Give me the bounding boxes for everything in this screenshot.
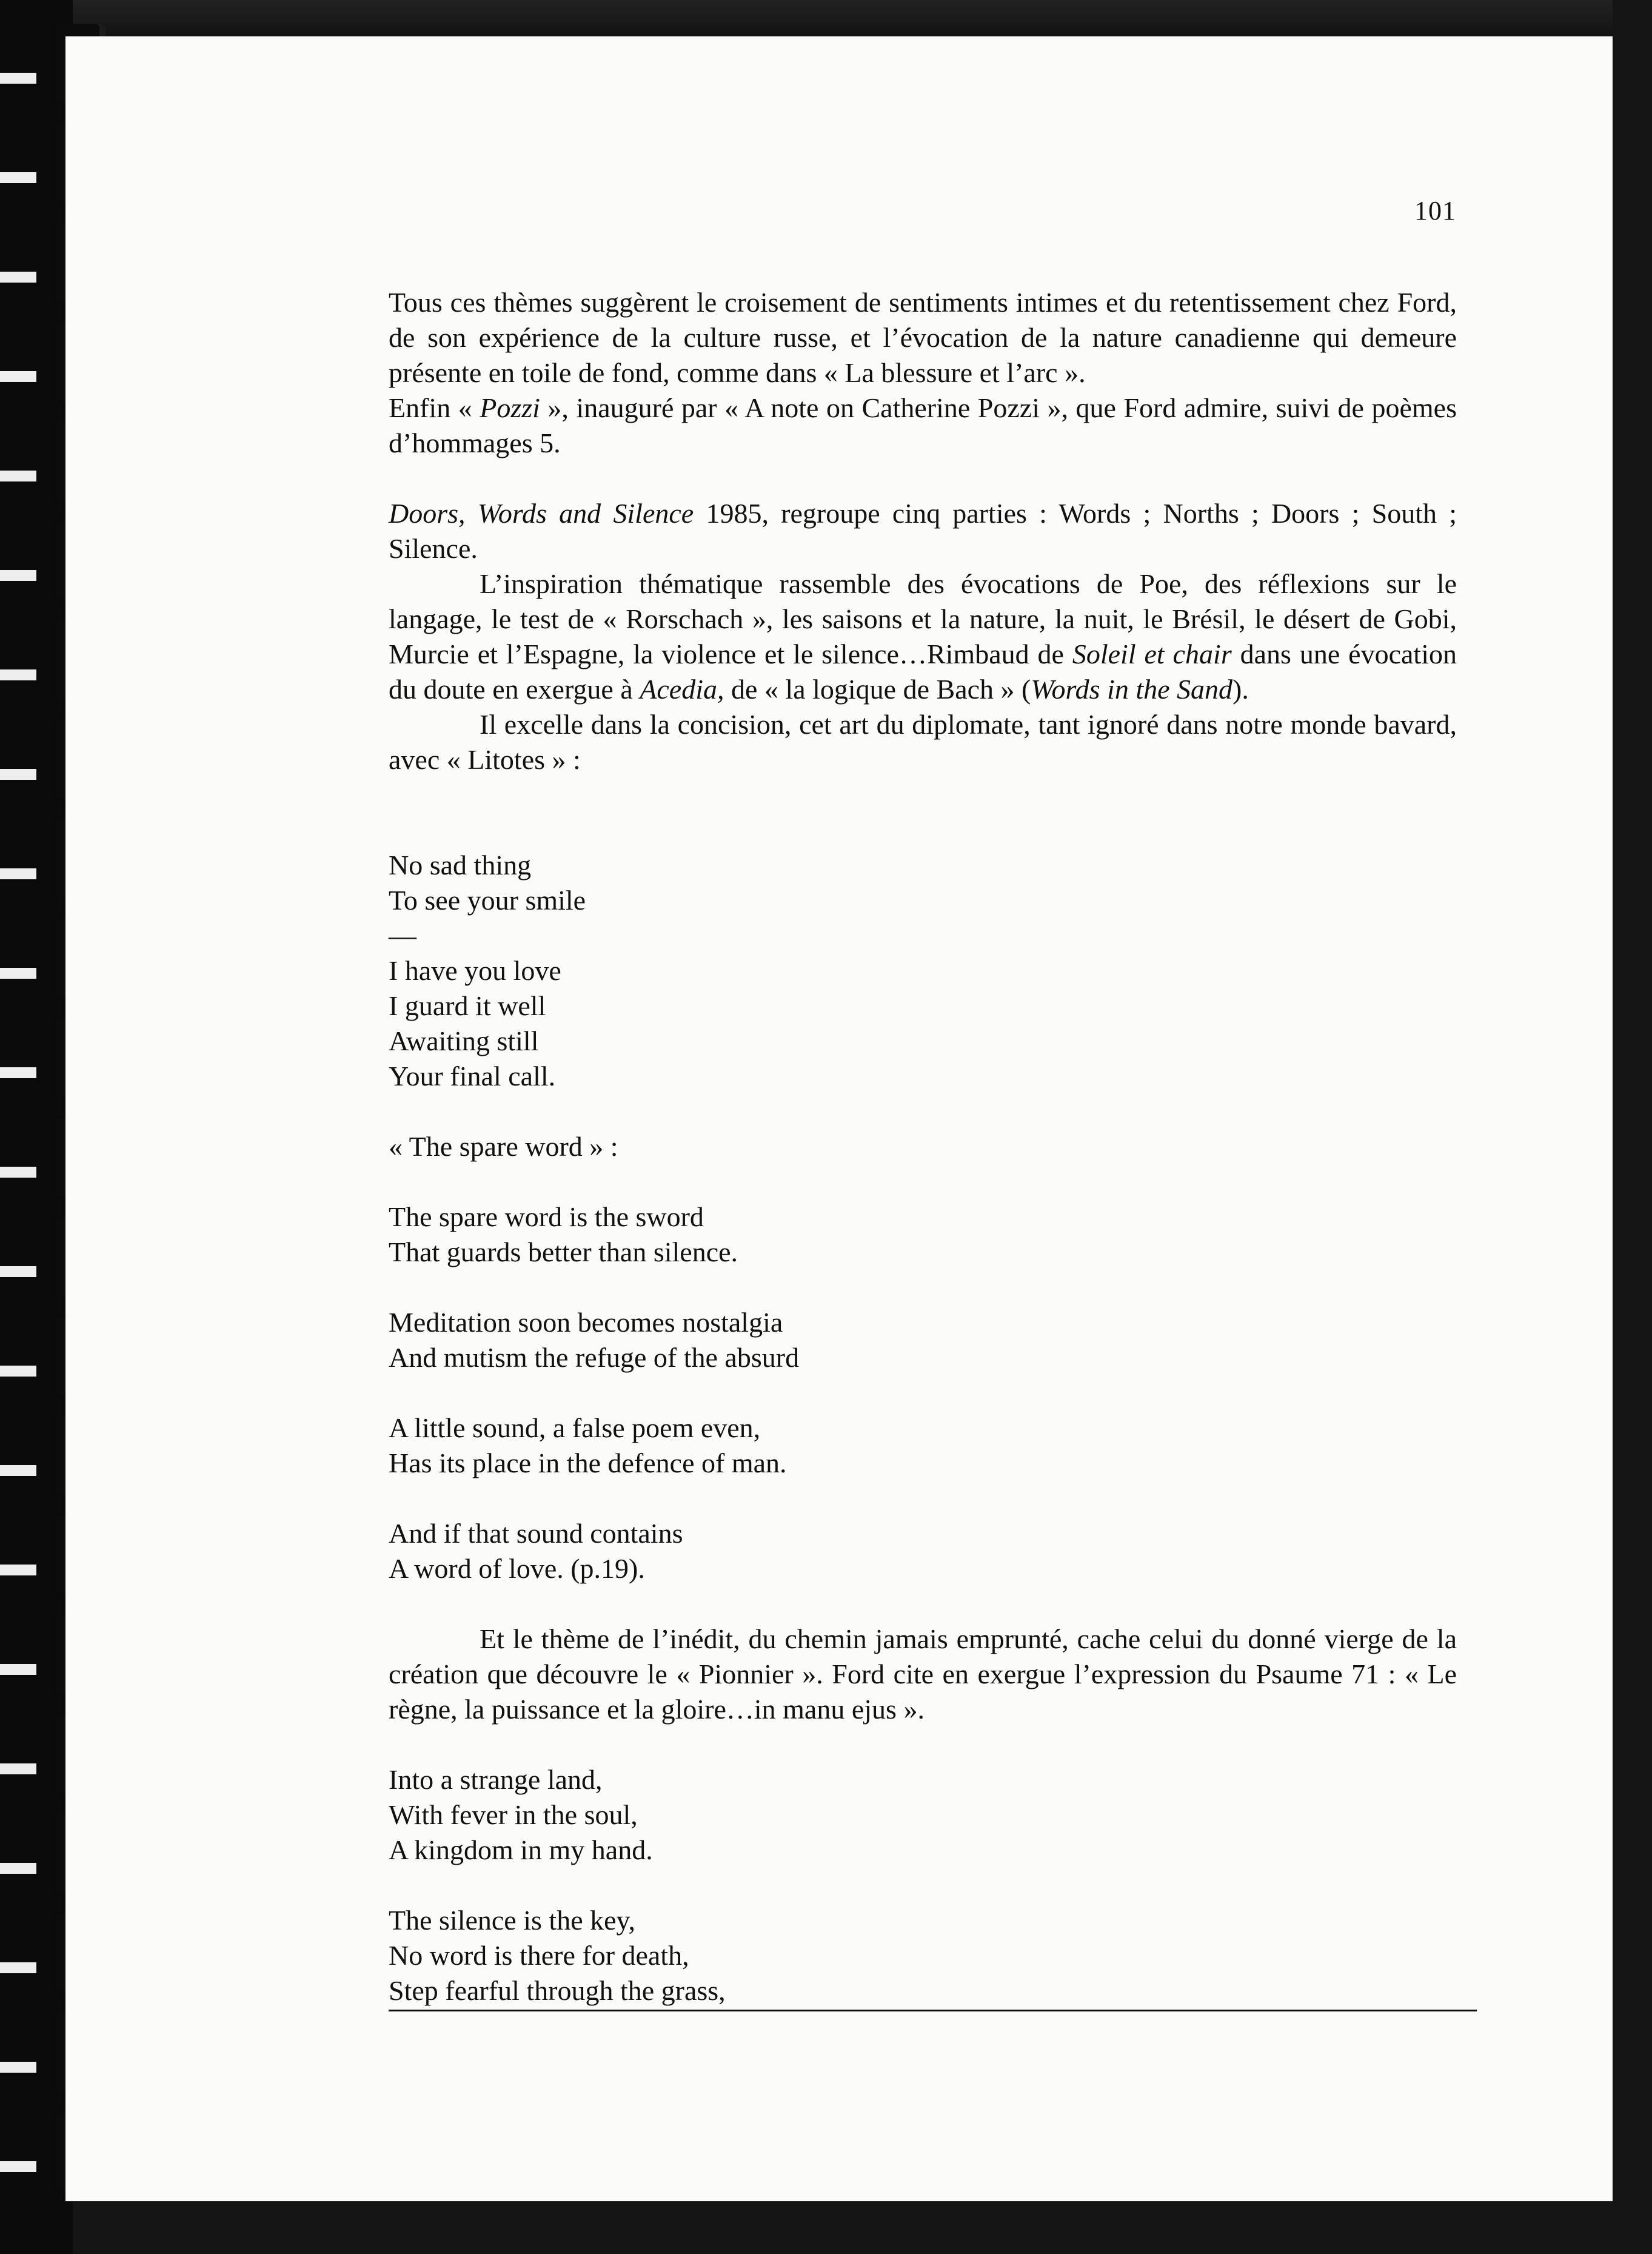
- poem-line: And if that sound contains: [389, 1518, 683, 1549]
- italic-title: Pozzi: [480, 392, 540, 423]
- binding-tab: [0, 570, 36, 581]
- poem-line: Your final call.: [389, 1061, 556, 1092]
- binding-tab: [0, 73, 36, 84]
- paragraph: L’inspiration thématique rassemble des évocations de Poe, des réflexions sur le langage, le test de « Rorschach », les saisons et la nature, la nuit, le Brésil, le désert de Gobi, Murcie et l’Espagne, la violence et le silence…Rimbaud de Soleil et chair dans une évocation du doute en exergue à Acedia, de « la logique de Bach » (Words in the Sand).: [389, 568, 1457, 705]
- binding-tab: [0, 1167, 36, 1178]
- binding-tab: [0, 471, 36, 481]
- paragraph: Il excelle dans la concision, cet art du diplomate, tant ignoré dans notre monde bavard, avec « Litotes » :: [389, 709, 1457, 775]
- binding-tab: [0, 769, 36, 780]
- binding-tab: [0, 1962, 36, 1973]
- binding-tab: [0, 172, 36, 183]
- poem-separator: —: [389, 920, 416, 951]
- poem-line: Awaiting still: [389, 1025, 539, 1056]
- paragraph: Enfin « Pozzi », inauguré par « A note on Catherine Pozzi », que Ford admire, suivi de poèmes d’hommages 5.: [389, 392, 1457, 458]
- poem-line: That guards better than silence.: [389, 1236, 738, 1267]
- poem-line: To see your smile: [389, 885, 586, 916]
- poem-pioneer: [389, 1762, 1457, 2011]
- poem-line: A kingdom in my hand.: [389, 1834, 653, 1865]
- poem-line-underlined: Step fearful through the grass,: [389, 1973, 1477, 2011]
- scan-bottom-edge: [0, 2198, 1652, 2254]
- poem-litotes: [389, 848, 1457, 1586]
- poem-line: The spare word is the sword: [389, 1201, 704, 1232]
- italic-title: Words in the Sand: [1031, 674, 1233, 705]
- binding-tab: [0, 1863, 36, 1874]
- poem-line: With fever in the soul,: [389, 1799, 638, 1830]
- poem-line: Meditation soon becomes nostalgia: [389, 1307, 783, 1338]
- poem-line: [389, 1973, 1457, 2011]
- document-page: [65, 36, 1613, 2201]
- page-body: [389, 285, 1457, 2011]
- poem-line: Into a strange land,: [389, 1764, 603, 1795]
- paragraph: Tous ces thèmes suggèrent le croisement de sentiments intimes et du retentissement chez Ford, de son expérience de la culture russe, et l’évocation de la nature canadienne qui demeure présente en toile de fond, comme dans « La blessure et l’arc ».: [389, 287, 1457, 388]
- poem-line: The silence is the key,: [389, 1905, 636, 1936]
- page-number: 101: [1414, 196, 1456, 226]
- paragraph: Et le thème de l’inédit, du chemin jamais emprunté, cache celui du donné vierge de la création que découvre le « Pionnier ». Ford cite en exergue l’expression du Psaume 71 : « Le règne, la puissance et la gloire…in manu ejus ».: [389, 1623, 1457, 1725]
- poem-line: I guard it well: [389, 990, 546, 1021]
- paragraph: Doors, Words and Silence 1985, regroupe cinq parties : Words ; Norths ; Doors ; South ; Silence.: [389, 498, 1457, 564]
- poem-title: « The spare word » :: [389, 1131, 618, 1162]
- binding-tab: [0, 968, 36, 979]
- scan-right-edge: [1613, 0, 1652, 2254]
- poem-line: No sad thing: [389, 850, 532, 880]
- poem-line: And mutism the refuge of the absurd: [389, 1342, 800, 1373]
- italic-title: Acedia,: [640, 674, 724, 705]
- poem-line: A little sound, a false poem even,: [389, 1412, 761, 1443]
- binding-tab: [0, 1565, 36, 1575]
- poem-line: No word is there for death,: [389, 1940, 689, 1971]
- binding-tab: [0, 2062, 36, 2073]
- poem-line: A word of love. (p.19).: [389, 1553, 645, 1584]
- binding-tab: [0, 371, 36, 382]
- poem-line: I have you love: [389, 955, 561, 986]
- binding-tab: [0, 1366, 36, 1377]
- binding-tab: [0, 1266, 36, 1277]
- italic-title: Doors, Words and Silence: [389, 498, 694, 529]
- poem-line: Has its place in the defence of man.: [389, 1447, 787, 1478]
- binding-tab: [0, 868, 36, 879]
- binding-tab: [0, 669, 36, 680]
- binding-tab: [0, 1465, 36, 1476]
- binding-tab: [0, 272, 36, 283]
- binding-tab: [0, 1763, 36, 1774]
- binding-tab: [0, 1664, 36, 1675]
- binding-tab: [0, 1067, 36, 1078]
- italic-title: Soleil et chair: [1072, 639, 1232, 669]
- binding-tab: [0, 2161, 36, 2172]
